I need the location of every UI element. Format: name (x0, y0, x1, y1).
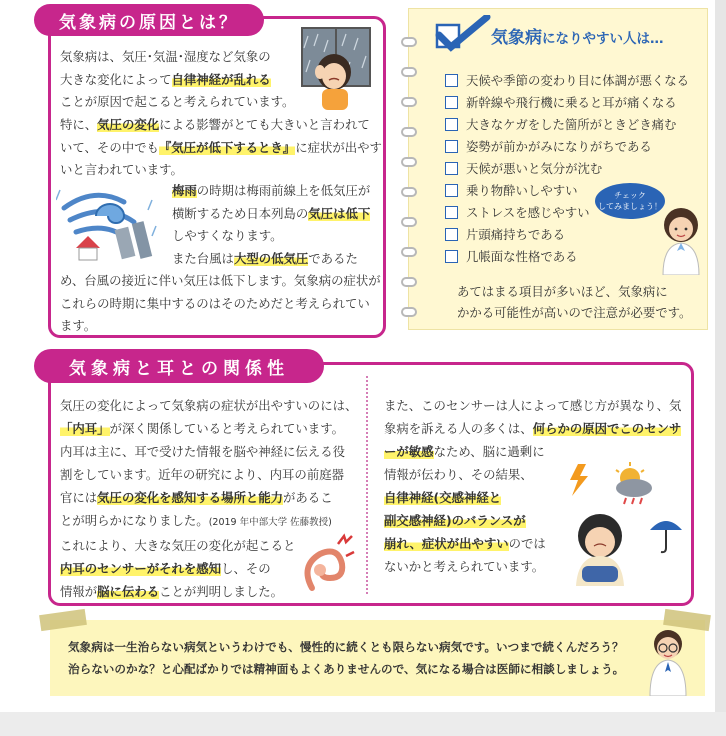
bubble-line-1: チェック (614, 191, 646, 200)
checkbox[interactable] (445, 162, 458, 175)
ear-l5a: 官には (60, 490, 98, 505)
checkbox[interactable] (445, 250, 458, 263)
cause-p2c: いと言われています。 (60, 162, 183, 177)
checklist-item[interactable] (445, 71, 689, 89)
checklist-title-small: になりやすい人は… (542, 31, 664, 47)
cause-p3d-highlight: 大型の低気圧 (233, 250, 309, 266)
checklist-item-label: 片頭痛持ちである (466, 227, 566, 242)
checklist-item[interactable] (445, 93, 677, 111)
binder-ring (401, 187, 417, 197)
checkbox[interactable] (445, 74, 458, 87)
cause-p2b-highlight: 『気圧が低下するとき』 (158, 139, 296, 155)
ear-r3-highlight: ーが敏感 (384, 444, 434, 459)
ear-r8: ないかと考えられています。 (384, 559, 545, 574)
tape-left (39, 609, 87, 631)
checklist-item[interactable] (445, 159, 602, 177)
ear-l4: 割をしています。近年の研究により、内耳の前庭器 (60, 467, 344, 482)
checklist-item-label: ストレスを感じやすい (466, 205, 590, 220)
binder-ring (401, 307, 417, 317)
ear-r7: のでは (508, 536, 546, 551)
cause-p3b: 横断するため日本列島の (172, 205, 309, 221)
footer-line-1: 気象病は一生治らない病気というわけでも、慢性的に続くとも限らない病気です。いつまで続くんだろう？ (68, 640, 624, 654)
cause-p3d-rest: であるた (308, 250, 358, 266)
checklist-item[interactable] (445, 225, 565, 243)
checklist-item[interactable] (445, 203, 590, 221)
nurse-illustration (657, 205, 705, 275)
checklist-item[interactable] (445, 181, 578, 199)
checklist-note (457, 281, 691, 323)
cause-p2a-rest: による影響がとても大きいと言われて (159, 117, 370, 132)
section-cause-title (34, 4, 264, 36)
checklist-item-label: 天候が悪いと気分が沈む (466, 161, 603, 176)
cause-p3e: め、台風の接近に伴い気圧は低下します。気象病の症状が (60, 273, 381, 288)
cause-p3a: の時期は梅雨前線上を低気圧が (196, 183, 371, 198)
cause-text-2 (60, 114, 382, 182)
cause-p3d: また台風は (172, 250, 234, 266)
section-cause-title-text: 気象病の原因とは？ (59, 12, 239, 33)
cause-p2b: いて、その中でも (60, 139, 159, 155)
checklist-item[interactable] (445, 247, 578, 265)
ear-l9b: ことが判明しました。 (159, 584, 284, 599)
checklist-item-label: 天候や季節の変わり目に体調が悪くなる (466, 73, 690, 88)
binder-ring (401, 67, 417, 77)
sick-girl-weather-illustration (564, 462, 688, 586)
headache-person-illustration (300, 26, 372, 110)
cause-text-4 (60, 270, 382, 338)
cause-p1b: 大きな変化によって (60, 71, 172, 87)
ear-l2: が深く関係していると考えられています。 (109, 421, 344, 436)
cause-p3b-highlight: 気圧は低下 (308, 205, 371, 221)
ear-r5-highlight: 自律神経(交感神経と (384, 490, 502, 505)
checklist-item-label: 乗り物酔いしやすい (466, 183, 578, 198)
doctor-illustration (644, 626, 692, 696)
section-ear-title (34, 349, 324, 383)
checklist-item[interactable] (445, 137, 652, 155)
checklist-item-label: 新幹線や飛行機に乗ると耳が痛くなる (466, 95, 677, 110)
section-ear-title-text: 気象病と耳との関係性 (69, 358, 289, 379)
cause-p3f: これらの時期に集中するのはそのためだと考えられてい (60, 295, 370, 311)
ear-r4: 情報が伝わり、その結果、 (384, 467, 533, 482)
ear-l5-highlight: 気圧の変化を感知する場所と能力 (97, 490, 284, 505)
check-speech-bubble (595, 183, 665, 219)
ear-l6-citation: (2019 年中部大学 佐藤教授) (208, 517, 332, 528)
checklist-item-label: 姿勢が前かがみになりがちである (466, 139, 652, 154)
checkbox[interactable] (445, 184, 458, 197)
checklist-title (491, 23, 664, 48)
checkbox[interactable] (445, 118, 458, 131)
binder-ring (401, 277, 417, 287)
note-line-1: あてはまる項目が多いほど、気象病に (457, 284, 668, 299)
binder-ring (401, 157, 417, 167)
checkbox[interactable] (445, 228, 458, 241)
cause-text-1 (60, 46, 310, 114)
binder-ring (401, 127, 417, 137)
page-edge-right (715, 0, 726, 736)
ear-r7-highlight: 崩れ、症状が出やすい (384, 536, 509, 551)
checkbox[interactable] (445, 96, 458, 109)
ear-r1: また、このセンサーは人によって感じ方が異なり、気 (384, 398, 682, 413)
ear-r3: なため、脳に過剰に (433, 444, 545, 459)
ear-l9a: 情報が (60, 584, 98, 599)
cause-p1a: 気象病は、気圧･気温･湿度など気象の (60, 49, 271, 64)
checkbox[interactable] (445, 206, 458, 219)
checklist-title-big: 気象病 (491, 28, 542, 48)
checklist-card (408, 8, 708, 330)
cause-p1c: ことが原因で起こると考えられています。 (60, 94, 295, 109)
cause-p2a-highlight: 気圧の変化 (97, 117, 160, 132)
ear-l9-highlight: 脳に伝わる (97, 584, 160, 599)
inner-ear-illustration (298, 530, 360, 596)
ear-l8: し、その (221, 561, 271, 576)
binder-ring (401, 247, 417, 257)
ear-l1: 気圧の変化によって気象病の症状が出やすいのには、 (60, 398, 358, 413)
page-edge-bottom (0, 712, 726, 736)
checklist-item-label: 几帳面な性格である (466, 249, 578, 264)
ear-l8-highlight: 内耳のセンサーがそれを感知 (60, 561, 222, 576)
binder-ring (401, 217, 417, 227)
cause-p3c: しやすくなります。 (172, 228, 283, 243)
ear-l2-highlight: 「内耳」 (60, 421, 110, 436)
cause-p2b-rest: に症状が出やす (295, 139, 382, 155)
column-divider (366, 376, 368, 594)
typhoon-illustration (56, 180, 166, 262)
ear-l3: 内耳は主に、耳で受けた情報を脳や神経に伝える役 (60, 444, 345, 459)
ear-r6-highlight: 副交感神経)のバランスが (384, 513, 526, 528)
cause-p3g: ます。 (60, 318, 97, 333)
ear-r2a: 象病を訴える人の多くは、 (384, 421, 533, 436)
big-check-icon (433, 15, 491, 57)
cause-p1b-highlight: 自律神経が乱れる (171, 71, 271, 87)
bubble-line-2: してみましょう！ (598, 202, 662, 211)
footer-text (68, 636, 624, 680)
footer-line-2: 治らないのかな？と心配ばかりでは精神面もよくありませんので、気になる場合は医師に相談しましょう。 (68, 662, 625, 676)
footer-note (50, 620, 705, 696)
checkbox[interactable] (445, 140, 458, 153)
binder-ring (401, 37, 417, 47)
checklist-item[interactable] (445, 115, 676, 133)
ear-l5b: があるこ (283, 490, 333, 505)
note-line-2: かかる可能性が高いので注意が必要です。 (457, 305, 692, 320)
binder-ring (401, 97, 417, 107)
ear-l7: これにより、大きな気圧の変化が起こると (60, 538, 296, 553)
ear-r2-highlight: 何らかの原因でこのセンサ (532, 421, 682, 436)
ear-l6: とが明らかになりました。 (60, 513, 209, 528)
cause-text-3 (172, 180, 382, 270)
checklist-item-label: 大きなケガをした箇所がときどき痛む (466, 117, 677, 132)
cause-p3a-highlight: 梅雨 (172, 183, 197, 198)
cause-p2a: 特に、 (60, 117, 98, 132)
